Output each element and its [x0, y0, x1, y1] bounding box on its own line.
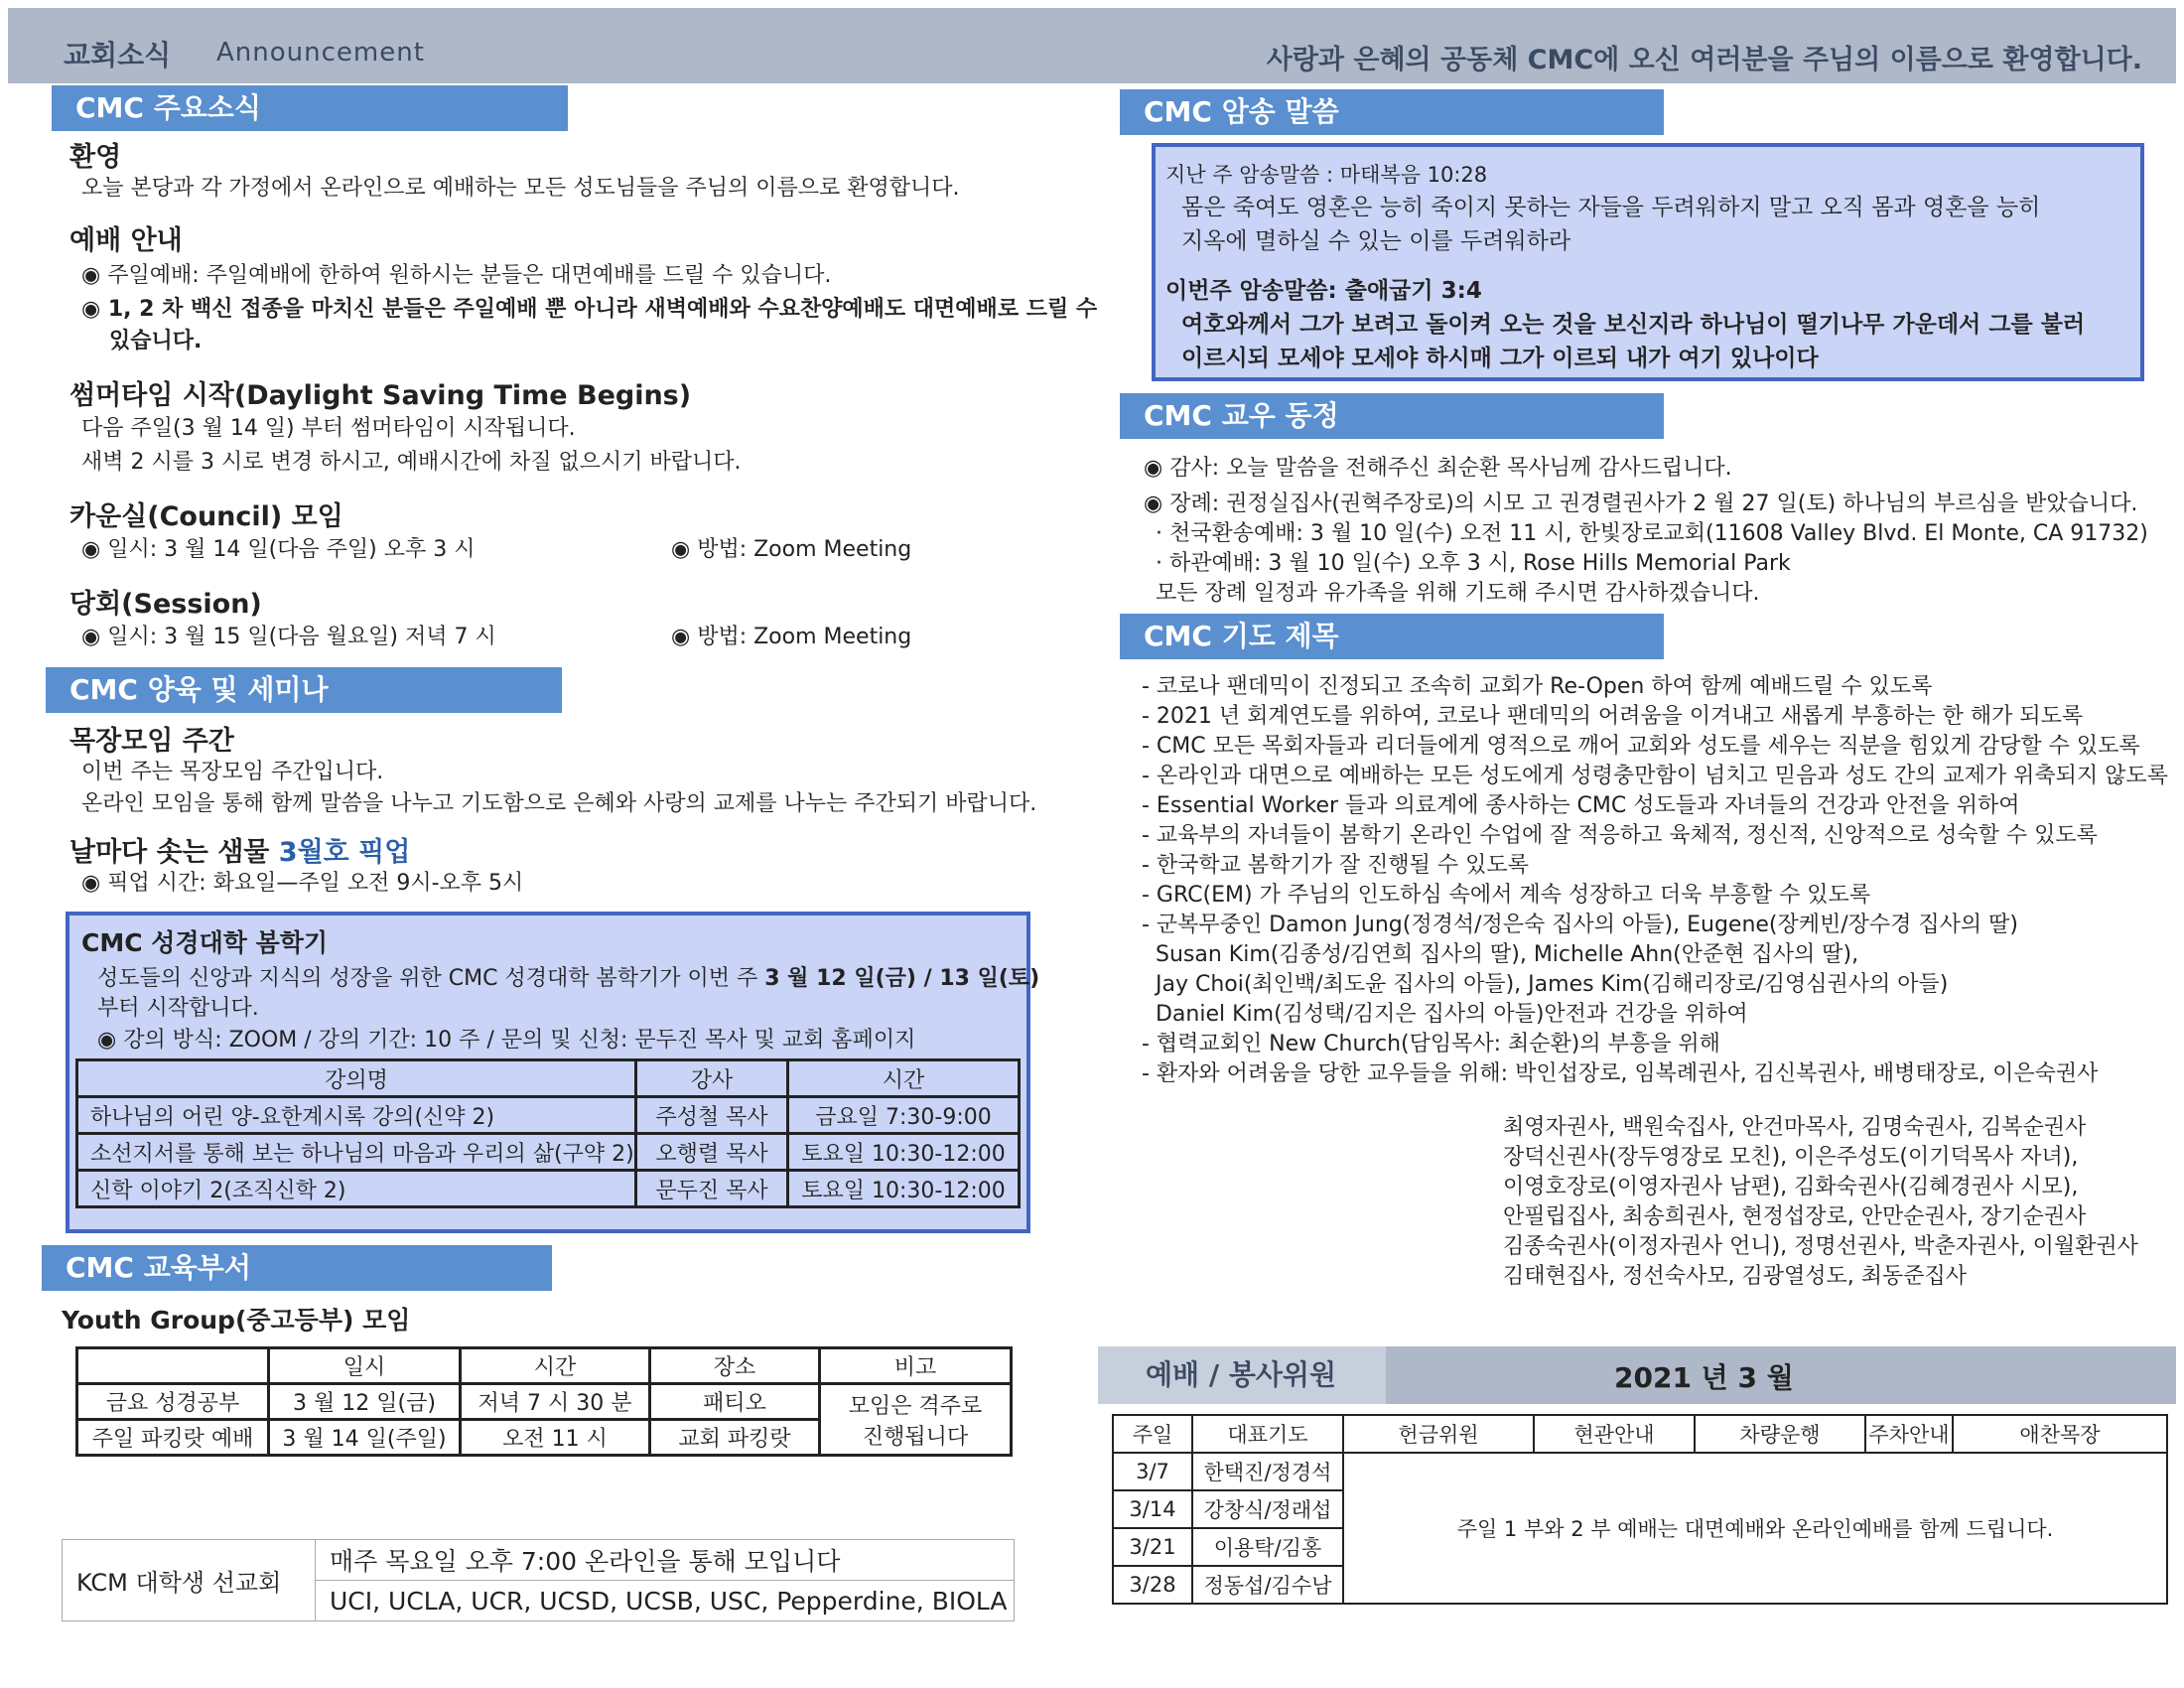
youth-table [75, 1346, 1013, 1457]
roster-month: 2021 년 3 월 [1614, 1361, 1794, 1394]
bible-college-line-3: ◉ 강의 방식: ZOOM / 강의 기간: 10 주 / 문의 및 신청: 문두진 목사 및 교회 홈페이지 [97, 1028, 916, 1053]
table-cell: 3 월 14 일(주일) [269, 1420, 461, 1456]
section-prayer: CMC 기도 제목 [1120, 614, 1664, 659]
prayer-item: - 환자와 어려움을 당한 교우들을 위해: 박인섭장로, 임복례권사, 김신복권사, 배병태장로, 이은숙권사 [1142, 1061, 2099, 1086]
table-cell: 하나님의 어린 양-요한계시록 강의(신약 2) [77, 1097, 636, 1134]
table-cell: 소선지서를 통해 보는 하나님의 마음과 우리의 삶(구약 2) [77, 1134, 636, 1171]
prayer-list [1142, 669, 2168, 1086]
prayer-item-continued: 장덕신권사(장두영장로 모친), 이은주성도(이기덕목사 자녀), [1503, 1145, 2079, 1170]
council-method: ◉ 방법: Zoom Meeting [671, 537, 912, 562]
table-header: 헌금위원 [1343, 1415, 1534, 1453]
prayer-item: - Essential Worker 들과 의료계에 종사하는 CMC 성도들과 자녀들의 건강과 안전을 위하여 [1142, 793, 2020, 818]
bible-college-line-2: 부터 시작합니다. [97, 996, 259, 1021]
table-row [77, 1134, 1020, 1171]
members-service-2: · 하관예배: 3 월 10 일(수) 오후 3 시, Rose Hills Memorial Park [1156, 551, 1791, 576]
bible-college-title: CMC 성경대학 봄학기 [81, 928, 329, 957]
roster-table [1112, 1414, 2168, 1605]
prayer-item: Jay Choi(최인백/최도윤 집사의 아들), James Kim(김해리장로/김영심권사의 아들) [1142, 972, 1949, 997]
table-header: 대표기도 [1192, 1415, 1343, 1453]
table-row [77, 1171, 1020, 1207]
table-cell: 3/14 [1113, 1490, 1192, 1528]
prayer-item-continued: 안필립집사, 최송희권사, 현정섭장로, 안만순권사, 장기순권사 [1503, 1204, 2087, 1229]
prayer-item: - 군복무중인 Damon Jung(정경석/정은숙 집사의 아들), Eugene(장케빈/장수경 집사의 딸) [1142, 913, 2019, 937]
section-memory-verse: CMC 암송 말씀 [1120, 89, 1664, 135]
table-cell: 교회 파킹랏 [650, 1420, 820, 1456]
section-members: CMC 교우 동정 [1120, 393, 1664, 439]
table-cell: 3/21 [1113, 1528, 1192, 1566]
youth-note-line-1: 모임은 격주로 [848, 1393, 983, 1419]
table-header: 일시 [269, 1348, 461, 1384]
table-header: 강사 [636, 1060, 788, 1097]
worship-heading: 예배 안내 [69, 225, 183, 256]
members-service-1: · 천국환송예배: 3 월 10 일(수) 오전 11 시, 한빛장로교회(11608 Valley Blvd. El Monte, CA 91732) [1156, 521, 2148, 546]
table-cell: 오전 11 시 [461, 1420, 650, 1456]
prayer-item-continued: 김태현집사, 정선숙사모, 김광열성도, 최동준집사 [1503, 1264, 1968, 1289]
table-cell: 토요일 10:30-12:00 [788, 1171, 1020, 1207]
table-header: 시간 [788, 1060, 1020, 1097]
table-header-row [1113, 1415, 2167, 1453]
table-header: 장소 [650, 1348, 820, 1384]
prayer-item: Daniel Kim(김성택/김지은 집사의 아들)안전과 건강을 위하여 [1142, 1002, 1748, 1027]
prayer-item-continued: 이영호장로(이영자권사 남편), 김화숙권사(김혜경권사 시모), [1503, 1175, 2079, 1199]
table-row [1113, 1453, 2167, 1490]
table-cell: 문두진 목사 [636, 1171, 788, 1207]
prayer-item: - 코로나 팬데믹이 진정되고 조속히 교회가 Re-Open 하여 함께 예배드릴 수 있도록 [1142, 674, 1933, 699]
memory-verse-box [1152, 143, 2144, 381]
worship-item-2-cont: 있습니다. [109, 329, 203, 353]
kcm-name: KCM 대학생 선교회 [63, 1540, 316, 1621]
table-header: 애찬목장 [1953, 1415, 2167, 1453]
header-left-subtitle: Announcement [216, 38, 425, 68]
table-cell: 강창식/정래섭 [1192, 1490, 1343, 1528]
table-cell: 이용탁/김홍 [1192, 1528, 1343, 1566]
table-header: 차량운행 [1695, 1415, 1865, 1453]
prayer-item: Susan Kim(김종성/김연희 집사의 딸), Michelle Ahn(안준현 집사의 딸), [1142, 942, 1859, 967]
table-header [77, 1348, 269, 1384]
table-row [77, 1384, 1012, 1420]
bible-college-line-1-text: 성도들의 신앙과 지식의 성장을 위한 CMC 성경대학 봄학기가 이번 주 [97, 966, 758, 991]
section-training: CMC 양육 및 세미나 [46, 667, 562, 713]
kcm-table [62, 1539, 1015, 1621]
last-verse-line-1: 몸은 죽여도 영혼은 능히 죽이지 못하는 자들을 두려워하지 말고 오직 몸과 영혼을 능히 [1181, 195, 2041, 220]
table-header: 비고 [820, 1348, 1012, 1384]
session-time: ◉ 일시: 3 월 15 일(다음 월요일) 저녁 7 시 [81, 625, 496, 649]
table-cell: 오행렬 목사 [636, 1134, 788, 1171]
prayer-item: - 2021 년 회계연도를 위하여, 코로나 팬데믹의 어려움을 이겨내고 새롭게 부흥하는 한 해가 되도록 [1142, 704, 2084, 729]
bible-college-line-1 [97, 961, 1039, 992]
bible-college-box [66, 912, 1040, 1233]
kcm-line-1: 매주 목요일 오후 7:00 온라인을 통해 모입니다 [316, 1540, 1015, 1581]
section-education: CMC 교육부서 [42, 1245, 552, 1291]
table-header: 주일 [1113, 1415, 1192, 1453]
session-method: ◉ 방법: Zoom Meeting [671, 625, 912, 649]
header-welcome-text: 사랑과 은혜의 공동체 CMC에 오신 여러분을 주님의 이름으로 환영합니다. [1266, 45, 2142, 75]
prayer-item: - 협력교회인 New Church(담임목사: 최순환)의 부흥을 위해 [1142, 1032, 1720, 1056]
table-cell: 저녁 7 시 30 분 [461, 1384, 650, 1420]
this-verse-line-1: 여호와께서 그가 보려고 돌이켜 오는 것을 보신지라 하나님이 떨기나무 가운데서 그를 불러 [1181, 312, 2086, 338]
dst-line-2: 새벽 2 시를 3 시로 변경 하시고, 예배시간에 차질 없으시기 바랍니다. [81, 450, 742, 475]
shepherd-heading: 목장모임 주간 [69, 726, 234, 757]
table-row [77, 1097, 1020, 1134]
table-cell: 3/7 [1113, 1453, 1192, 1490]
this-verse-line-2: 이르시되 모세야 모세야 하시매 그가 이르되 내가 여기 있나이다 [1181, 346, 1819, 371]
welcome-text: 오늘 본당과 각 가정에서 온라인으로 예배하는 모든 성도님들을 주님의 이름으로 환영합니다. [81, 176, 960, 201]
table-header: 강의명 [77, 1060, 636, 1097]
prayer-item-continued: 최영자권사, 백원숙집사, 안건마목사, 김명숙권사, 김복순권사 [1503, 1115, 2087, 1140]
last-verse-line-2: 지옥에 멸하실 수 있는 이를 두려워하라 [1181, 228, 1571, 254]
table-row [63, 1540, 1015, 1581]
daily-title: 날마다 솟는 샘물 [69, 837, 270, 868]
prayer-item-continued: 김종숙권사(이정자권사 언니), 정명선권사, 박춘자권사, 이월환권사 [1503, 1234, 2138, 1259]
worship-item-1: ◉ 주일예배: 주일예배에 한하여 원하시는 분들은 대면예배를 드릴 수 있습니다. [81, 263, 832, 288]
roster-note: 주일 1 부와 2 부 예배는 대면예배와 온라인예배를 함께 드립니다. [1343, 1453, 2167, 1604]
dst-line-1: 다음 주일(3 월 14 일) 부터 썸머타임이 시작됩니다. [81, 416, 576, 441]
youth-heading: Youth Group(중고등부) 모임 [62, 1306, 411, 1335]
daily-highlight: 3월호 픽업 [278, 837, 411, 868]
table-cell: 주일 파킹랏 예배 [77, 1420, 269, 1456]
table-cell: 주성철 목사 [636, 1097, 788, 1134]
prayer-item: - 온라인과 대면으로 예배하는 모든 성도에게 성령충만함이 넘치고 믿음과 성도 간의 교제가 위축되지 않도록 [1142, 764, 2168, 788]
daily-pickup: ◉ 픽업 시간: 화요일—주일 오전 9시-오후 5시 [81, 871, 524, 896]
daily-heading [69, 830, 410, 869]
table-cell: 3/28 [1113, 1566, 1192, 1604]
table-header: 주차안내 [1865, 1415, 1953, 1453]
table-cell: 패티오 [650, 1384, 820, 1420]
table-cell: 신학 이야기 2(조직신학 2) [77, 1171, 636, 1207]
members-closing: 모든 장례 일정과 유가족을 위해 기도해 주시면 감사하겠습니다. [1156, 581, 1760, 606]
welcome-heading: 환영 [69, 142, 122, 173]
prayer-list-continued [1503, 1110, 2138, 1289]
shepherd-line-2: 온라인 모임을 통해 함께 말씀을 나누고 기도함으로 은혜와 사랑의 교제를 나누는 주간되기 바랍니다. [81, 791, 1037, 816]
header-left-title: 교회소식 [64, 39, 172, 71]
kcm-line-2: UCI, UCLA, UCR, UCSD, UCSB, USC, Pepperdine, BIOLA [316, 1581, 1015, 1621]
council-time: ◉ 일시: 3 월 14 일(다음 주일) 오후 3 시 [81, 537, 476, 562]
prayer-item: - 교육부의 자녀들이 봄학기 온라인 수업에 잘 적응하고 육체적, 정신적, 신앙적으로 성숙할 수 있도록 [1142, 823, 2098, 848]
table-cell: 토요일 10:30-12:00 [788, 1134, 1020, 1171]
last-verse-label: 지난 주 암송말씀 : 마태복음 10:28 [1165, 163, 1488, 187]
bible-college-table [75, 1058, 1021, 1208]
roster-label: 예배 / 봉사위원 [1098, 1346, 1386, 1404]
bible-college-dates: 3 월 12 일(금) / 13 일(토) [764, 966, 1040, 991]
header-bar [8, 8, 2176, 83]
table-header: 현관안내 [1534, 1415, 1695, 1453]
table-cell: 한택진/정경석 [1192, 1453, 1343, 1490]
council-heading: 카운실(Council) 모임 [69, 501, 343, 532]
this-verse-label: 이번주 암송말씀: 출애굽기 3:4 [1165, 278, 1482, 304]
section-main-news: CMC 주요소식 [52, 85, 568, 131]
dst-heading: 썸머타임 시작(Daylight Saving Time Begins) [69, 380, 692, 411]
members-funeral: ◉ 장례: 권정실집사(권혁주장로)의 시모 고 권경렬권사가 2 월 27 일(토) 하나님의 부르심을 받았습니다. [1144, 492, 2138, 516]
table-header-row [77, 1348, 1012, 1384]
table-cell: 정동섭/김수남 [1192, 1566, 1343, 1604]
table-cell: 3 월 12 일(금) [269, 1384, 461, 1420]
prayer-item: - 한국학교 봄학기가 잘 진행될 수 있도록 [1142, 853, 1529, 878]
members-thanks: ◉ 감사: 오늘 말씀을 전해주신 최순환 목사님께 감사드립니다. [1144, 456, 1732, 481]
table-header-row [77, 1060, 1020, 1097]
table-cell: 금요 성경공부 [77, 1384, 269, 1420]
youth-note-line-2: 진행됩니다 [862, 1424, 969, 1450]
roster-title-bar [1098, 1346, 2176, 1404]
prayer-item: - GRC(EM) 가 주님의 인도하심 속에서 계속 성장하고 더욱 부흥할 수 있도록 [1142, 883, 1871, 908]
table-header: 시간 [461, 1348, 650, 1384]
prayer-item: - CMC 모든 목회자들과 리더들에게 영적으로 깨어 교회와 성도를 세우는 직분을 힘있게 감당할 수 있도록 [1142, 734, 2140, 759]
shepherd-line-1: 이번 주는 목장모임 주간입니다. [81, 760, 384, 784]
youth-note-cell [820, 1384, 1012, 1456]
session-heading: 당회(Session) [69, 589, 262, 620]
worship-item-2: ◉ 1, 2 차 백신 접종을 마치신 분들은 주일예배 뿐 아니라 새벽예배와 수요찬양예배도 대면예배로 드릴 수 [81, 297, 1098, 322]
table-cell: 금요일 7:30-9:00 [788, 1097, 1020, 1134]
